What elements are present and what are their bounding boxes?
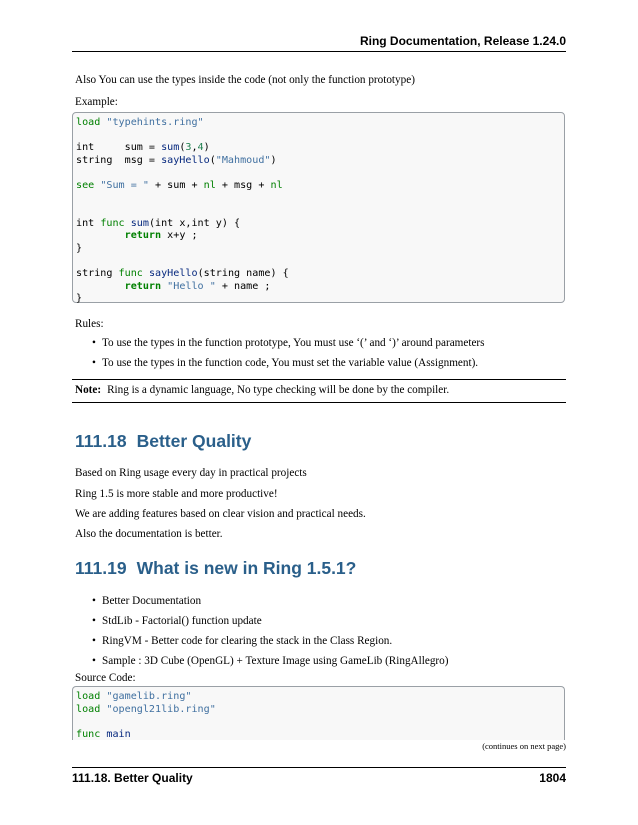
code-token: "Mahmoud" bbox=[215, 154, 271, 166]
code-token: ( bbox=[179, 142, 186, 154]
code-token: load bbox=[76, 703, 101, 715]
list-item: • Better Documentation bbox=[92, 594, 448, 608]
note-box bbox=[75, 384, 449, 396]
list-item: • RingVM - Better code for clearing the stack in the Class Region. bbox=[92, 634, 448, 648]
rules-label: Rules: bbox=[75, 318, 104, 330]
code-token: ( bbox=[209, 154, 216, 166]
code-token: sum bbox=[130, 217, 149, 229]
code-block-gamelib bbox=[72, 686, 565, 740]
code-token: return bbox=[124, 230, 162, 242]
continues-note: (continues on next page) bbox=[482, 741, 566, 751]
page-header-title: Ring Documentation, Release 1.24.0 bbox=[359, 34, 566, 48]
code-token: string msg = bbox=[76, 154, 162, 166]
source-code-label: Source Code: bbox=[75, 672, 136, 684]
code-token: + msg + bbox=[215, 179, 271, 191]
code-token: load bbox=[76, 691, 101, 702]
code-token: int sum = bbox=[76, 142, 162, 154]
code-listing bbox=[73, 687, 564, 745]
code-token: sayHello bbox=[148, 268, 198, 280]
paragraph: Ring 1.5 is more stable and more productive! bbox=[75, 488, 278, 500]
note-text: Ring is a dynamic language, No type checking will be done by the compiler. bbox=[107, 384, 450, 396]
code-token: x+y ; bbox=[161, 230, 198, 242]
list-item: • Sample : 3D Cube (OpenGL) + Texture Image using GameLib (RingAllegro) bbox=[92, 654, 448, 668]
code-token: (string name) { bbox=[197, 268, 289, 280]
code-block-typehints bbox=[72, 112, 565, 303]
code-token: + sum + bbox=[148, 179, 204, 191]
list-item: • To use the types in the function code, You must set the variable value (Assignment). bbox=[92, 356, 485, 370]
paragraph: Based on Ring usage every day in practical projects bbox=[75, 467, 307, 479]
list-item: • StdLib - Factorial() function update bbox=[92, 614, 448, 628]
code-token: "Sum = " bbox=[100, 179, 149, 191]
section-heading-better-quality bbox=[75, 431, 251, 452]
section-title: What is new in Ring 1.5.1? bbox=[136, 558, 357, 578]
section-title: Better Quality bbox=[136, 431, 252, 451]
paragraph: We are adding features based on clear vision and practical needs. bbox=[75, 508, 366, 520]
code-token: string bbox=[76, 268, 119, 280]
code-token: nl bbox=[270, 179, 283, 191]
code-token: sayHello bbox=[161, 154, 210, 166]
code-token: "gamelib.ring" bbox=[106, 691, 192, 702]
code-token: func bbox=[76, 728, 101, 740]
footer-divider bbox=[72, 767, 566, 768]
code-token: ) bbox=[270, 154, 277, 166]
code-token: 3 bbox=[185, 142, 192, 154]
note-bottom-rule bbox=[72, 402, 566, 403]
rules-list bbox=[92, 336, 485, 370]
code-token: func bbox=[100, 217, 125, 229]
list-item: • To use the types in the function prototype, You must use ‘(’ and ‘)’ around parameters bbox=[92, 336, 485, 350]
code-token: } bbox=[76, 293, 83, 305]
footer-section-label: 111.18. Better Quality bbox=[72, 771, 193, 785]
page-number: 1804 bbox=[539, 771, 566, 785]
code-token: return bbox=[124, 280, 162, 292]
code-token: "typehints.ring" bbox=[106, 117, 204, 128]
code-token: 4 bbox=[197, 142, 204, 154]
code-token: (int x,int y) { bbox=[148, 217, 241, 229]
header-divider bbox=[72, 51, 566, 52]
paragraph: Also the documentation is better. bbox=[75, 528, 223, 540]
code-token: sum bbox=[161, 142, 180, 154]
code-token: load bbox=[76, 117, 101, 128]
code-token: "Hello " bbox=[167, 280, 216, 292]
code-token: + name ; bbox=[215, 280, 271, 292]
example-label: Example: bbox=[75, 96, 118, 108]
code-token: func bbox=[118, 268, 143, 280]
code-token: ) bbox=[203, 142, 210, 154]
whats-new-list bbox=[92, 594, 448, 668]
code-token: nl bbox=[203, 179, 216, 191]
code-token: } bbox=[76, 242, 83, 254]
code-token: main bbox=[106, 728, 131, 740]
code-token: see bbox=[76, 179, 95, 191]
note-label: Note: bbox=[75, 384, 102, 396]
section-number: 111.18 bbox=[75, 431, 127, 451]
code-token: int bbox=[76, 217, 101, 229]
note-top-rule bbox=[72, 379, 566, 380]
code-listing bbox=[73, 113, 564, 310]
intro-paragraph: Also You can use the types inside the code (not only the function prototype) bbox=[75, 74, 415, 86]
section-heading-whats-new bbox=[75, 558, 356, 579]
code-token: "opengl21lib.ring" bbox=[106, 703, 216, 715]
code-token: , bbox=[191, 142, 198, 154]
section-number: 111.19 bbox=[75, 558, 127, 578]
